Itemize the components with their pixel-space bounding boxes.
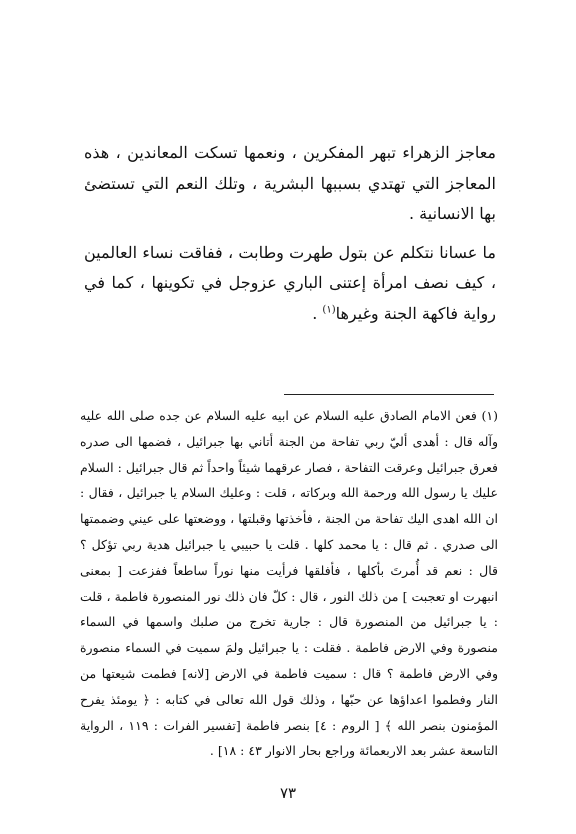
footnote-divider [284, 394, 494, 395]
page-number: ٧٣ [279, 784, 297, 802]
footnote-text: (١) فعن الامام الصادق عليه السلام عن ابيه عليه السلام عن جده صلى الله عليه وآله قال : أهدى أليّ ربي تفاحة من الجنة أتاني بها جبرائيل ، فضمها الى صدره فعرق جبرائيل وعرقت التفاحة ، فصار عرقهما شيئاً واحداً ثم قال جبرائيل : السلام عليك يا رسول الله ورحمة الله وبركاته ، قلت : وعليك السلام يا جبرائيل ، فقال : ان الله اهدى اليك تفاحة من الجنة ، فأخذتها وقبلتها ، ووضعتها على عيني وضممتها الى صدري . ثم قال : يا محمد كلها . قلت يا حبيبي يا جبرائيل هدية ربي تؤكل ؟ قال : نعم قد أُمرتَ بأكلها ، فأفلقها فرأيت منها نوراً ساطعاً ففزعت [ بمعنى انبهرت او تعجبت ] من ذلك النور ، قال : كلّ فان ذلك نور المنصورة فاطمة ، قلت : يا جبرائيل من المنصورة قال : جارية تخرج من صلبك واسمها في السماء منصورة وفي الارض فاطمة . فقلت : يا جبرائيل ولمَ سميت في السماء منصورة وفي الارض فاطمة ؟ قال : سميت فاطمة في الارض [لانه] فطمت شيعتها من النار وفطموا اعداؤها عن حبّها ، وذلك قول الله تعالى في كتابه : ﴿ يومئذ يفرح المؤمنون بنصر الله ﴾ [ الروم : ٤] بنصر فاطمة [تفسير الفرات : ١١٩ ، الرواية التاسعة عشر بعد الاربعمائة وراجع بحار الانوار ٤٣ : ١٨] . [80, 408, 498, 759]
main-paragraph-2-text: ما عسانا نتكلم عن بتول طهرت وطابت ، ففاقت نساء العالمين ، كيف نصف امرأة إعتنى الباري عزوجل في تكوينها ، كما في رواية فاكهة الجنة وغيرها [84, 242, 496, 323]
footnote-reference: (١) [322, 304, 336, 316]
main-paragraph-2 [84, 238, 496, 330]
main-paragraph-1: معاجز الزهراء تبهر المفكرين ، ونعمها تسكت المعاندين ، هذه المعاجز التي تهتدي بسببها البشرية ، وتلك النعم التي تستضئ بها الانسانية . [84, 143, 496, 223]
main-paragraph-2-end: . [312, 303, 323, 323]
main-text [84, 138, 496, 329]
footnote [80, 403, 498, 764]
